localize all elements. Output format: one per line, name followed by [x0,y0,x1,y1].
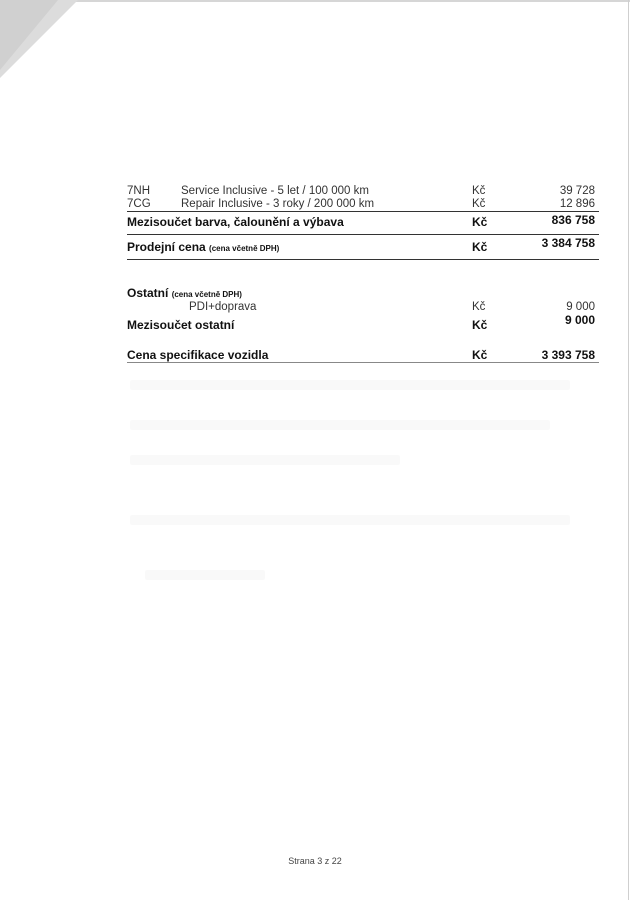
item-description: Service Inclusive - 5 let / 100 000 km [181,185,369,197]
folded-corner-shadow [0,0,58,70]
divider [127,234,599,235]
page-top-edge [0,0,630,2]
bleed-through-mark [130,455,400,465]
item-description: Repair Inclusive - 3 roky / 200 000 km [181,198,375,210]
item-amount: 12 896 [559,198,595,210]
total-label: Cena specifikace vozidla [127,348,269,362]
item-code: 7NH [127,185,151,197]
divider [127,259,599,260]
sale-price-amount: 3 384 758 [541,236,595,250]
divider [127,362,599,363]
subtotal-options-currency: Kč [472,215,488,229]
bleed-through-mark [130,420,550,430]
item-row [127,184,599,198]
subtotal-options-label: Mezisoučet barva, čalounění a výbava [127,215,344,229]
item-code: 7CG [127,198,151,210]
item-currency: Kč [472,185,486,197]
total-amount: 3 393 758 [541,348,595,362]
subtotal-other-currency: Kč [472,318,488,332]
item-currency: Kč [472,198,486,210]
sale-price-label: Prodejní cena [127,240,206,254]
bleed-through-mark [130,380,570,390]
page-right-edge [628,0,629,900]
other-item-description: PDI+doprava [189,301,257,313]
other-item-amount: 9 000 [566,301,595,313]
item-amount: 39 728 [559,185,595,197]
subtotal-other-amount: 9 000 [564,313,595,327]
bleed-through-mark [145,570,265,580]
other-heading: Ostatní [127,286,169,300]
subtotal-options-amount: 836 758 [551,213,595,227]
sale-price-label-group [127,239,279,257]
other-item-row [127,300,599,314]
divider [127,211,599,212]
total-currency: Kč [472,348,488,362]
other-item-currency: Kč [472,301,486,313]
page-number: Strana 3 z 22 [288,856,342,866]
subtotal-other-label: Mezisoučet ostatní [127,318,235,332]
item-row [127,197,599,211]
other-heading-note: (cena včetně DPH) [171,290,242,299]
sale-price-note: (cena včetně DPH) [209,244,280,253]
sale-price-currency: Kč [472,240,488,254]
bleed-through-mark [130,515,570,525]
